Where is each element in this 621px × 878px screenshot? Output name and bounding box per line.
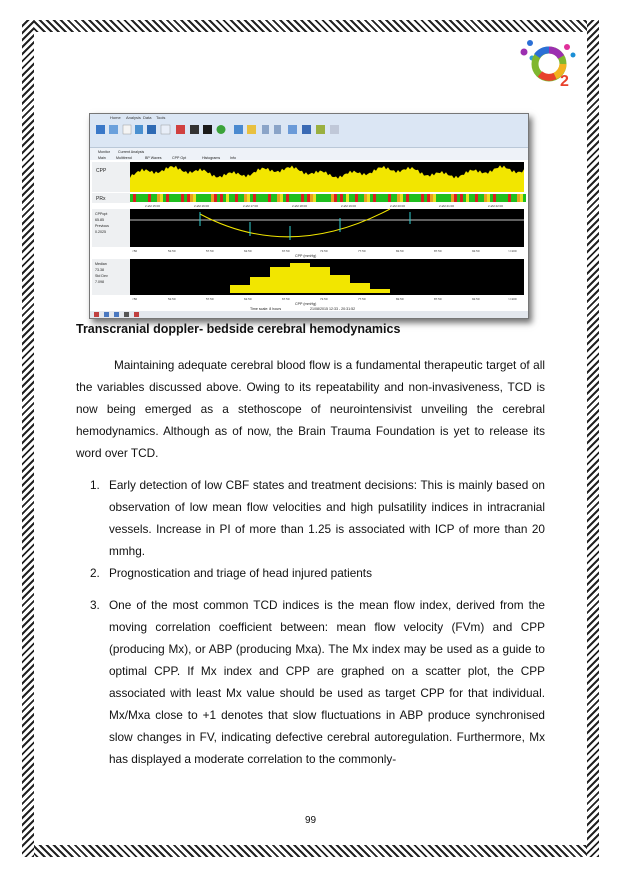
prx-segment bbox=[202, 194, 205, 202]
time-tick: 2 aM 16:00 bbox=[194, 204, 210, 208]
svg-text:CPP (mmHg): CPP (mmHg) bbox=[295, 302, 317, 306]
prx-segment bbox=[190, 194, 193, 202]
prx-segment bbox=[178, 194, 181, 202]
histogram-bar bbox=[230, 285, 250, 293]
prx-segment bbox=[430, 194, 433, 202]
time-tick: 2 aM 17:00 bbox=[243, 204, 259, 208]
svg-text:87.50: 87.50 bbox=[434, 249, 442, 253]
prx-segment bbox=[469, 194, 472, 202]
prx-segment bbox=[394, 194, 397, 202]
prx-segment bbox=[451, 194, 454, 202]
prx-segment bbox=[184, 194, 187, 202]
svg-text:7.098: 7.098 bbox=[95, 280, 104, 284]
prx-segment bbox=[268, 194, 271, 202]
prx-segment bbox=[490, 194, 493, 202]
svg-text:2: 2 bbox=[560, 73, 569, 88]
prx-segment bbox=[226, 194, 229, 202]
prx-segment bbox=[409, 194, 412, 202]
prx-segment bbox=[271, 194, 274, 202]
prx-segment bbox=[205, 194, 208, 202]
prx-segment bbox=[373, 194, 376, 202]
prx-segment bbox=[169, 194, 172, 202]
svg-text:77.50: 77.50 bbox=[358, 297, 366, 301]
prx-segment bbox=[346, 194, 349, 202]
prx-segment bbox=[343, 194, 346, 202]
time-tick: 2 aM 20:00 bbox=[390, 204, 406, 208]
prx-segment bbox=[382, 194, 385, 202]
subtab: Info bbox=[230, 156, 236, 160]
prx-segment bbox=[229, 194, 232, 202]
time-tick: 2 aM 22:00 bbox=[488, 204, 504, 208]
prx-segment bbox=[214, 194, 217, 202]
prx-segment bbox=[322, 194, 325, 202]
svg-text:87.50: 87.50 bbox=[434, 297, 442, 301]
prx-segment bbox=[376, 194, 379, 202]
prx-segment bbox=[265, 194, 268, 202]
subtab: BP Waves bbox=[145, 156, 162, 160]
svg-text:>=100: >=100 bbox=[508, 297, 517, 301]
svg-text:82.50: 82.50 bbox=[396, 297, 404, 301]
prx-segment bbox=[139, 194, 142, 202]
prx-segment bbox=[274, 194, 277, 202]
page-number: 99 bbox=[304, 815, 317, 826]
prx-segment bbox=[436, 194, 439, 202]
page-border-right bbox=[587, 20, 599, 857]
svg-text:57.50: 57.50 bbox=[206, 249, 214, 253]
prx-segment bbox=[166, 194, 169, 202]
screenshot-graphic bbox=[90, 114, 528, 318]
prx-segment bbox=[262, 194, 265, 202]
prx-segment bbox=[217, 194, 220, 202]
svg-text:57.50: 57.50 bbox=[206, 297, 214, 301]
prx-segment bbox=[367, 194, 370, 202]
prx-segment bbox=[334, 194, 337, 202]
page-border-bottom bbox=[22, 845, 599, 857]
prx-segment bbox=[379, 194, 382, 202]
prx-segment bbox=[136, 194, 139, 202]
window-tab: Current Analysis bbox=[118, 150, 145, 154]
prx-segment bbox=[172, 194, 175, 202]
histogram-bar bbox=[250, 277, 270, 293]
prx-segment bbox=[496, 194, 499, 202]
svg-text:72.50: 72.50 bbox=[320, 297, 328, 301]
svg-text:92.50: 92.50 bbox=[472, 249, 480, 253]
prx-segment bbox=[211, 194, 214, 202]
time-range-label: 21/08/2015 12:33 - 20:31:52 bbox=[310, 307, 356, 311]
prx-segment bbox=[304, 194, 307, 202]
prx-segment bbox=[445, 194, 448, 202]
intro-paragraph bbox=[76, 354, 545, 464]
cppopt-panel bbox=[130, 209, 524, 247]
subtab: CPP Opt bbox=[172, 156, 187, 160]
prx-segment bbox=[400, 194, 403, 202]
time-scale-label: Time scale: 8 hours bbox=[250, 307, 282, 311]
prx-segment bbox=[460, 194, 463, 202]
svg-text:62.50: 62.50 bbox=[244, 249, 252, 253]
prx-segment bbox=[484, 194, 487, 202]
prx-segment bbox=[361, 194, 364, 202]
prx-segment bbox=[244, 194, 247, 202]
prx-segment bbox=[142, 194, 145, 202]
prx-segment bbox=[454, 194, 457, 202]
prx-segment bbox=[301, 194, 304, 202]
prx-segment bbox=[259, 194, 262, 202]
prx-segment bbox=[208, 194, 211, 202]
prx-segment bbox=[316, 194, 319, 202]
prx-segment bbox=[163, 194, 166, 202]
svg-text:67.50: 67.50 bbox=[282, 297, 290, 301]
prx-color-bar bbox=[130, 194, 526, 202]
window-tab: Monitor bbox=[98, 150, 110, 154]
prx-segment bbox=[433, 194, 436, 202]
prx-segment bbox=[514, 194, 517, 202]
svg-text:92.50: 92.50 bbox=[472, 297, 480, 301]
prx-segment bbox=[520, 194, 523, 202]
svg-text:52.50: 52.50 bbox=[168, 297, 176, 301]
histogram-bar bbox=[270, 267, 290, 293]
prx-segment bbox=[511, 194, 514, 202]
prx-segment bbox=[280, 194, 283, 202]
prx-segment bbox=[427, 194, 430, 202]
prx-segment bbox=[154, 194, 157, 202]
prx-segment bbox=[415, 194, 418, 202]
prx-segment bbox=[235, 194, 238, 202]
cpp-axis-title: CPP (mmHg) bbox=[295, 254, 317, 258]
icm-software-screenshot bbox=[89, 113, 529, 319]
prx-segment bbox=[193, 194, 196, 202]
svg-text:<50: <50 bbox=[132, 249, 138, 253]
time-tick: 2 aM 18:00 bbox=[292, 204, 308, 208]
time-tick: 2 aM 19:00 bbox=[341, 204, 357, 208]
menu-tabs bbox=[110, 115, 165, 120]
prx-segment bbox=[493, 194, 496, 202]
svg-text:Previous: Previous bbox=[95, 224, 109, 228]
page-border-left bbox=[22, 20, 34, 857]
prx-segment bbox=[223, 194, 226, 202]
prx-segment bbox=[253, 194, 256, 202]
prx-segment bbox=[238, 194, 241, 202]
prx-segment bbox=[175, 194, 178, 202]
menu-tab: Analysis bbox=[126, 115, 141, 120]
svg-text:72.50: 72.50 bbox=[320, 249, 328, 253]
prx-segment bbox=[331, 194, 334, 202]
svg-text:82.50: 82.50 bbox=[396, 249, 404, 253]
histogram-bar bbox=[310, 267, 330, 293]
prx-segment bbox=[397, 194, 400, 202]
prx-segment bbox=[256, 194, 259, 202]
prx-segment bbox=[499, 194, 502, 202]
histogram-bar bbox=[350, 283, 370, 293]
prx-segment bbox=[145, 194, 148, 202]
section-heading: Transcranial doppler- bedside cerebral hemodynamics bbox=[76, 322, 401, 336]
cpp-label: CPP bbox=[96, 168, 107, 174]
prx-segment bbox=[325, 194, 328, 202]
prx-segment bbox=[340, 194, 343, 202]
prx-segment bbox=[355, 194, 358, 202]
prx-segment bbox=[148, 194, 151, 202]
svg-text:CPPopt: CPPopt bbox=[95, 212, 108, 216]
histogram-bar bbox=[330, 275, 350, 293]
prx-segment bbox=[370, 194, 373, 202]
prx-segment bbox=[508, 194, 511, 202]
prx-segment bbox=[457, 194, 460, 202]
tcd-uses-list bbox=[76, 474, 545, 770]
prx-segment bbox=[250, 194, 253, 202]
time-tick: 2 aM 15:00 bbox=[145, 204, 161, 208]
prx-segment bbox=[385, 194, 388, 202]
list-item: 2. Prognostication and triage of head injured patients bbox=[90, 566, 372, 580]
prx-segment bbox=[421, 194, 424, 202]
prx-segment bbox=[403, 194, 406, 202]
page-border-top bbox=[22, 20, 599, 32]
prx-segment bbox=[406, 194, 409, 202]
o2-logo-icon bbox=[520, 38, 578, 88]
prx-segment bbox=[364, 194, 367, 202]
prx-segment bbox=[295, 194, 298, 202]
prx-segment bbox=[466, 194, 469, 202]
prx-segment bbox=[358, 194, 361, 202]
prx-segment bbox=[286, 194, 289, 202]
svg-text:Median: Median bbox=[95, 262, 107, 266]
prx-segment bbox=[517, 194, 520, 202]
prx-segment bbox=[283, 194, 286, 202]
prx-segment bbox=[442, 194, 445, 202]
prx-segment bbox=[505, 194, 508, 202]
prx-segment bbox=[199, 194, 202, 202]
prx-segment bbox=[232, 194, 235, 202]
menu-tab: Home bbox=[110, 115, 121, 120]
prx-segment bbox=[241, 194, 244, 202]
prx-segment bbox=[349, 194, 352, 202]
prx-segment bbox=[307, 194, 310, 202]
cpp-ticks-2 bbox=[132, 297, 517, 301]
prx-segment bbox=[463, 194, 466, 202]
prx-segment bbox=[337, 194, 340, 202]
prx-segment bbox=[133, 194, 136, 202]
list-item: 1. Early detection of low CBF states and treatment decisions: This is mainly based on observation of low mean flow velocities and high pulsatility indices in intracranial vessels. Increase in PI of more than 1.25 is associated with ICP of more than 20 mmhg. bbox=[90, 478, 545, 558]
svg-text:67.50: 67.50 bbox=[282, 249, 290, 253]
prx-segment bbox=[130, 194, 133, 202]
prx-segment bbox=[157, 194, 160, 202]
prx-segment bbox=[472, 194, 475, 202]
prx-segment bbox=[481, 194, 484, 202]
prx-segment bbox=[277, 194, 280, 202]
prx-segment bbox=[328, 194, 331, 202]
prx-segment bbox=[502, 194, 505, 202]
list-item: 3. One of the most common TCD indices is the mean flow index, derived from the moving correlation coefficient between: mean flow velocity (FVm) and CPP (producing Mx), or ABP (producing Mxa). The Mx index may be used as a guide to optimal CPP. If Mx index and CPP are graphed on a scatter plot, the CPP associated with least Mx value should be used as target CPP for that individual. Mx/Mxa close to +1 denotes that slow fluctuations in ABP produce synchronised slow changes in FV, indicating defective cerebral autoregulation. Furthermore, Mx has displayed a moderate correlation to the commonly- bbox=[90, 598, 545, 766]
prx-segment bbox=[289, 194, 292, 202]
prx-segment bbox=[310, 194, 313, 202]
time-tick: 2 aM 21:00 bbox=[439, 204, 455, 208]
prx-segment bbox=[187, 194, 190, 202]
intro-paragraph-text: Maintaining adequate cerebral blood flow is a fundamental therapeutic target of all the variables discussed above. Owing to its repeatability and non-invasiveness, TCD is now being emerged as a stethoscope of neurointensivist unveiling the cerebral hemodynamics. Although as of now, the Brain Trauma Foundation is yet to release its word over TCD. bbox=[76, 358, 545, 460]
prx-segment bbox=[151, 194, 154, 202]
prx-segment bbox=[313, 194, 316, 202]
svg-text:52.50: 52.50 bbox=[168, 249, 176, 253]
svg-text:<50: <50 bbox=[132, 297, 138, 301]
prx-segment bbox=[439, 194, 442, 202]
svg-text:>=100: >=100 bbox=[508, 249, 517, 253]
subtab: Main bbox=[98, 156, 106, 160]
svg-text:65.85: 65.85 bbox=[95, 218, 104, 222]
prx-segment bbox=[523, 194, 526, 202]
prx-segment bbox=[418, 194, 421, 202]
histogram-bar bbox=[290, 263, 310, 293]
svg-text:62.50: 62.50 bbox=[244, 297, 252, 301]
svg-text:77.50: 77.50 bbox=[358, 249, 366, 253]
histogram-bar bbox=[370, 289, 390, 293]
prx-segment bbox=[196, 194, 199, 202]
prx-segment bbox=[319, 194, 322, 202]
subtab: Histograms bbox=[202, 156, 221, 160]
menu-tab: Tools bbox=[156, 115, 166, 120]
svg-text:0.2025: 0.2025 bbox=[95, 230, 106, 234]
prx-segment bbox=[292, 194, 295, 202]
prx-segment bbox=[412, 194, 415, 202]
prx-segment bbox=[298, 194, 301, 202]
prx-segment bbox=[475, 194, 478, 202]
prx-segment bbox=[220, 194, 223, 202]
menu-tab: Data bbox=[143, 115, 152, 120]
cpp-ticks-1 bbox=[132, 249, 517, 253]
prx-segment bbox=[247, 194, 250, 202]
prx-segment bbox=[352, 194, 355, 202]
prx-segment bbox=[181, 194, 184, 202]
subtab: Multitrend bbox=[116, 156, 132, 160]
svg-text:73.38: 73.38 bbox=[95, 268, 104, 272]
prx-segment bbox=[487, 194, 490, 202]
prx-segment bbox=[391, 194, 394, 202]
prx-label: PRx bbox=[96, 196, 106, 202]
prx-segment bbox=[448, 194, 451, 202]
svg-text:Std Dev: Std Dev bbox=[95, 274, 108, 278]
prx-segment bbox=[388, 194, 391, 202]
prx-segment bbox=[478, 194, 481, 202]
time-ticks bbox=[145, 204, 503, 208]
prx-segment bbox=[160, 194, 163, 202]
prx-segment bbox=[424, 194, 427, 202]
